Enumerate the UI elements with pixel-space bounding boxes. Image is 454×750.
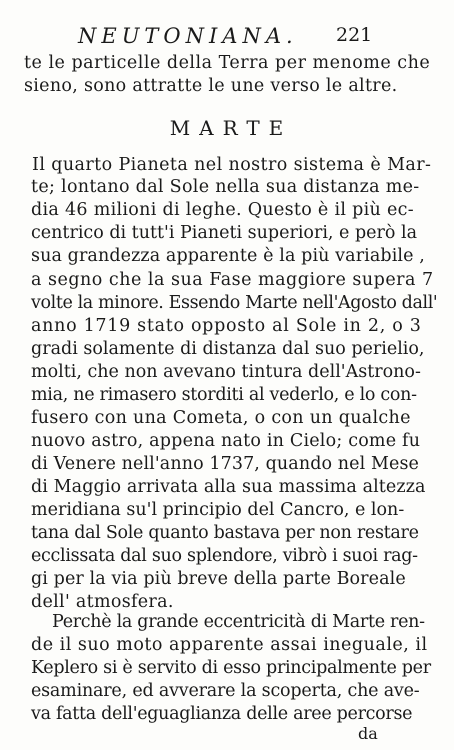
paragraph-line: dia 46 milioni di leghe. Questo è il più ec- — [31, 200, 414, 220]
catchword: da — [358, 724, 378, 743]
paragraph-line: mia, ne rimasero storditi al vederlo, e lo con- — [31, 385, 417, 405]
paragraph-line: di Maggio arrivata alla sua massima altezza — [31, 477, 426, 497]
paragraph-line: te; lontano dal Sole nella sua distanza me- — [31, 177, 420, 197]
paragraph-line: anno 1719 stato opposto al Sole in 2, o 3 — [31, 316, 422, 336]
running-title: NEUTONIANA. — [78, 24, 298, 48]
section-heading: MARTE — [169, 116, 293, 140]
paragraph-line: dell' atmosfera. — [31, 592, 174, 612]
paragraph-line: a segno che la sua Fase maggiore supera 7 — [31, 270, 434, 290]
paragraph-line: Keplero si è servito di esso principalmente per — [31, 658, 431, 678]
paragraph-line: volte la minore. Essendo Marte nell'Agosto dall' — [31, 293, 438, 313]
paragraph-line: esaminare, ed avverare la scoperta, che ave- — [31, 681, 420, 701]
paragraph-line: Il quarto Pianeta nel nostro sistema è Mar- — [32, 155, 432, 175]
paragraph-line: tana dal Sole quanto bastava per non restare — [31, 523, 419, 543]
text-line: te le particelle della Terra per menome che — [24, 53, 431, 73]
paragraph-line: ecclissata dal suo splendore, vibrò i suoi rag- — [31, 546, 418, 566]
paragraph-line: fusero con una Cometa, o con un qualche — [31, 408, 411, 428]
paragraph-line: di Venere nell'anno 1737, quando nel Mese — [31, 454, 420, 474]
paragraph-line: gi per la via più breve della parte Boreale — [31, 569, 406, 589]
paragraph-line: va fatta dell'eguaglianza delle aree percorse — [31, 704, 413, 724]
paragraph-line: de il suo moto apparente assai ineguale, il — [31, 635, 428, 655]
paragraph-line: nuovo astro, appena nato in Cielo; come fu — [31, 431, 421, 451]
running-head — [78, 24, 378, 48]
paragraph-line: meridiana su'l principio del Cancro, e lon- — [31, 500, 405, 520]
paragraph-line: centrico di tutt'i Pianeti superiori, e però la — [31, 223, 418, 243]
paragraph-line: molti, che non avevano tintura dell'Astrono- — [31, 362, 421, 382]
paragraph-line: Perchè la grande eccentricità di Marte ren- — [52, 612, 425, 632]
paragraph-line: sua grandezza apparente è la più variabile , — [31, 246, 425, 266]
text-line: sieno, sono attratte le une verso le altre. — [24, 76, 398, 96]
paragraph-line: gradi solamente di distanza dal suo perielio, — [31, 339, 425, 359]
page-number: 221 — [336, 24, 373, 46]
